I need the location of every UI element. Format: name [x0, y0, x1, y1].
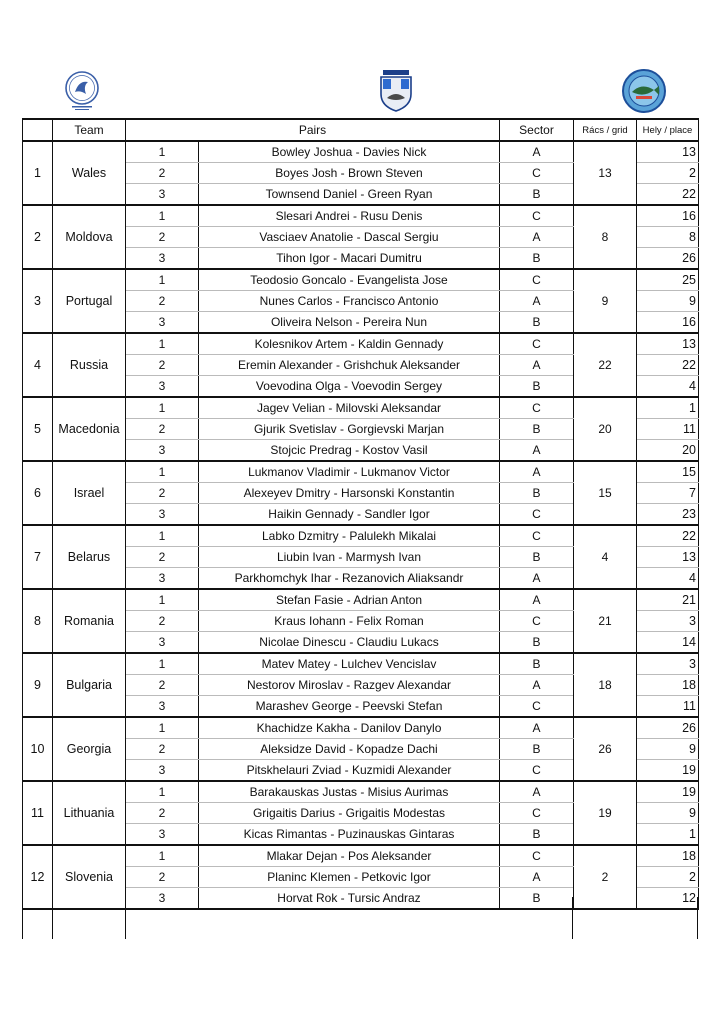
pair-names: Nunes Carlos - Francisco Antonio [199, 291, 500, 312]
pair-number: 3 [126, 696, 199, 718]
pair-sector: C [500, 760, 574, 782]
globe-fish-icon [618, 68, 670, 119]
team-grid: 13 [574, 141, 637, 205]
header-rank [23, 119, 53, 141]
pair-place: 4 [637, 568, 699, 590]
pair-sector: B [500, 248, 574, 270]
pair-sector: B [500, 376, 574, 398]
pair-sector: A [500, 867, 574, 888]
pair-names: Jagev Velian - Milovski Aleksandar [199, 397, 500, 419]
pair-sector: B [500, 483, 574, 504]
pair-number: 3 [126, 760, 199, 782]
pair-place: 26 [637, 717, 699, 739]
table-tail-line [697, 897, 698, 939]
pair-place: 15 [637, 461, 699, 483]
pair-number: 2 [126, 867, 199, 888]
pair-names: Kolesnikov Artem - Kaldin Gennady [199, 333, 500, 355]
pair-names: Liubin Ivan - Marmysh Ivan [199, 547, 500, 568]
pair-sector: A [500, 291, 574, 312]
table-row [23, 333, 699, 355]
team-rank: 5 [23, 397, 53, 461]
pair-place: 20 [637, 440, 699, 462]
pair-place: 25 [637, 269, 699, 291]
team-grid: 15 [574, 461, 637, 525]
pair-place: 19 [637, 781, 699, 803]
pair-sector: C [500, 845, 574, 867]
pair-sector: C [500, 611, 574, 632]
pair-names: Haikin Gennady - Sandler Igor [199, 504, 500, 526]
header-grid: Rács / grid [574, 119, 637, 141]
pair-sector: C [500, 269, 574, 291]
pair-sector: A [500, 461, 574, 483]
team-grid: 2 [574, 845, 637, 909]
table-row [23, 397, 699, 419]
pair-place: 9 [637, 739, 699, 760]
pair-number: 1 [126, 717, 199, 739]
pair-sector: C [500, 205, 574, 227]
pair-number: 2 [126, 355, 199, 376]
pair-number: 1 [126, 205, 199, 227]
pair-number: 1 [126, 653, 199, 675]
shield-fish-icon [377, 68, 415, 117]
pair-number: 1 [126, 461, 199, 483]
pair-place: 1 [637, 397, 699, 419]
pair-number: 3 [126, 888, 199, 910]
team-name: Slovenia [53, 845, 126, 909]
pair-names: Kicas Rimantas - Puzinauskas Gintaras [199, 824, 500, 846]
team-rank: 4 [23, 333, 53, 397]
pair-names: Teodosio Goncalo - Evangelista Jose [199, 269, 500, 291]
pair-sector: B [500, 184, 574, 206]
team-rank: 1 [23, 141, 53, 205]
pair-number: 1 [126, 525, 199, 547]
table-tail-line [22, 897, 23, 939]
pair-names: Kraus Iohann - Felix Roman [199, 611, 500, 632]
pair-place: 22 [637, 525, 699, 547]
pair-number: 3 [126, 504, 199, 526]
pair-number: 3 [126, 632, 199, 654]
fips-logo-icon [62, 68, 102, 117]
pair-place: 16 [637, 205, 699, 227]
pair-names: Nicolae Dinescu - Claudiu Lukacs [199, 632, 500, 654]
team-grid: 18 [574, 653, 637, 717]
pair-place: 21 [637, 589, 699, 611]
pair-names: Matev Matey - Lulchev Vencislav [199, 653, 500, 675]
team-rank: 11 [23, 781, 53, 845]
pair-names: Boyes Josh - Brown Steven [199, 163, 500, 184]
team-grid: 22 [574, 333, 637, 397]
pair-place: 18 [637, 845, 699, 867]
pair-place: 22 [637, 184, 699, 206]
pair-names: Pitskhelauri Zviad - Kuzmidi Alexander [199, 760, 500, 782]
header-pairs: Pairs [126, 119, 500, 141]
pair-number: 1 [126, 141, 199, 163]
pair-place: 23 [637, 504, 699, 526]
team-rank: 6 [23, 461, 53, 525]
table-row [23, 141, 699, 163]
pair-number: 2 [126, 547, 199, 568]
pair-number: 2 [126, 419, 199, 440]
table-row [23, 653, 699, 675]
pair-place: 8 [637, 227, 699, 248]
pair-number: 1 [126, 397, 199, 419]
team-rank: 8 [23, 589, 53, 653]
pair-names: Khachidze Kakha - Danilov Danylo [199, 717, 500, 739]
pair-names: Labko Dzmitry - Palulekh Mikalai [199, 525, 500, 547]
pair-place: 14 [637, 632, 699, 654]
pair-number: 3 [126, 184, 199, 206]
pair-names: Stojcic Predrag - Kostov Vasil [199, 440, 500, 462]
team-rank: 2 [23, 205, 53, 269]
table-row [23, 205, 699, 227]
pair-number: 1 [126, 333, 199, 355]
pair-sector: B [500, 312, 574, 334]
table-row [23, 525, 699, 547]
pair-names: Vasciaev Anatolie - Dascal Sergiu [199, 227, 500, 248]
pair-place: 2 [637, 867, 699, 888]
team-name: Romania [53, 589, 126, 653]
pair-number: 2 [126, 611, 199, 632]
pair-place: 13 [637, 333, 699, 355]
pair-place: 11 [637, 419, 699, 440]
pair-place: 3 [637, 611, 699, 632]
team-grid: 20 [574, 397, 637, 461]
pair-sector: B [500, 632, 574, 654]
team-name: Macedonia [53, 397, 126, 461]
team-grid: 9 [574, 269, 637, 333]
table-row [23, 781, 699, 803]
pair-place: 11 [637, 696, 699, 718]
pair-names: Aleksidze David - Kopadze Dachi [199, 739, 500, 760]
pair-number: 3 [126, 440, 199, 462]
pair-names: Alexeyev Dmitry - Harsonski Konstantin [199, 483, 500, 504]
pair-names: Grigaitis Darius - Grigaitis Modestas [199, 803, 500, 824]
pair-names: Stefan Fasie - Adrian Anton [199, 589, 500, 611]
pair-number: 2 [126, 739, 199, 760]
team-rank: 7 [23, 525, 53, 589]
pair-number: 2 [126, 163, 199, 184]
pair-place: 3 [637, 653, 699, 675]
pair-sector: B [500, 824, 574, 846]
team-grid: 4 [574, 525, 637, 589]
pair-sector: A [500, 589, 574, 611]
pair-number: 3 [126, 376, 199, 398]
team-grid: 26 [574, 717, 637, 781]
pair-place: 13 [637, 547, 699, 568]
pair-names: Mlakar Dejan - Pos Aleksander [199, 845, 500, 867]
table-row [23, 461, 699, 483]
pair-place: 4 [637, 376, 699, 398]
pair-sector: C [500, 525, 574, 547]
pair-number: 3 [126, 568, 199, 590]
pair-number: 2 [126, 483, 199, 504]
pair-sector: B [500, 653, 574, 675]
team-grid: 21 [574, 589, 637, 653]
pair-sector: B [500, 739, 574, 760]
pair-sector: A [500, 440, 574, 462]
team-name: Portugal [53, 269, 126, 333]
pair-names: Townsend Daniel - Green Ryan [199, 184, 500, 206]
pair-names: Voevodina Olga - Voevodin Sergey [199, 376, 500, 398]
pair-sector: A [500, 675, 574, 696]
pair-number: 1 [126, 589, 199, 611]
table-row [23, 845, 699, 867]
pair-sector: A [500, 568, 574, 590]
pair-number: 2 [126, 803, 199, 824]
team-name: Moldova [53, 205, 126, 269]
pair-place: 16 [637, 312, 699, 334]
pair-number: 1 [126, 781, 199, 803]
team-rank: 9 [23, 653, 53, 717]
pair-names: Lukmanov Vladimir - Lukmanov Victor [199, 461, 500, 483]
pair-number: 3 [126, 824, 199, 846]
team-grid: 8 [574, 205, 637, 269]
pair-sector: C [500, 397, 574, 419]
team-name: Georgia [53, 717, 126, 781]
pair-sector: A [500, 355, 574, 376]
pair-place: 19 [637, 760, 699, 782]
pair-place: 22 [637, 355, 699, 376]
pair-names: Oliveira Nelson - Pereira Nun [199, 312, 500, 334]
table-tail-line [125, 897, 126, 939]
pair-number: 1 [126, 269, 199, 291]
results-table [22, 118, 699, 910]
pair-sector: A [500, 141, 574, 163]
pair-place: 2 [637, 163, 699, 184]
pair-names: Horvat Rok - Tursic Andraz [199, 888, 500, 910]
pair-names: Tihon Igor - Macari Dumitru [199, 248, 500, 270]
pair-sector: B [500, 419, 574, 440]
pair-sector: B [500, 547, 574, 568]
pair-names: Marashev George - Peevski Stefan [199, 696, 500, 718]
pair-number: 3 [126, 248, 199, 270]
pair-sector: C [500, 163, 574, 184]
pair-place: 18 [637, 675, 699, 696]
header-sector: Sector [500, 119, 574, 141]
table-row [23, 717, 699, 739]
team-name: Belarus [53, 525, 126, 589]
pair-number: 3 [126, 312, 199, 334]
pair-names: Eremin Alexander - Grishchuk Aleksander [199, 355, 500, 376]
pair-number: 2 [126, 291, 199, 312]
pair-sector: C [500, 504, 574, 526]
pair-names: Barakauskas Justas - Misius Aurimas [199, 781, 500, 803]
team-name: Israel [53, 461, 126, 525]
team-name: Bulgaria [53, 653, 126, 717]
team-rank: 10 [23, 717, 53, 781]
pair-names: Nestorov Miroslav - Razgev Alexandar [199, 675, 500, 696]
team-name: Wales [53, 141, 126, 205]
table-row [23, 269, 699, 291]
team-name: Russia [53, 333, 126, 397]
pair-sector: C [500, 333, 574, 355]
pair-sector: C [500, 696, 574, 718]
pair-names: Gjurik Svetislav - Gorgievski Marjan [199, 419, 500, 440]
table-tail-line [572, 897, 573, 939]
header-team: Team [53, 119, 126, 141]
pair-place: 12 [637, 888, 699, 910]
pair-number: 1 [126, 845, 199, 867]
header-place: Hely / place [637, 119, 699, 141]
team-name: Lithuania [53, 781, 126, 845]
pair-place: 26 [637, 248, 699, 270]
pair-number: 2 [126, 675, 199, 696]
pair-place: 9 [637, 291, 699, 312]
pair-place: 9 [637, 803, 699, 824]
pair-sector: A [500, 227, 574, 248]
pair-names: Parkhomchyk Ihar - Rezanovich Aliaksandr [199, 568, 500, 590]
team-grid: 19 [574, 781, 637, 845]
team-rank: 3 [23, 269, 53, 333]
pair-place: 1 [637, 824, 699, 846]
pair-names: Bowley Joshua - Davies Nick [199, 141, 500, 163]
pair-place: 7 [637, 483, 699, 504]
pair-sector: C [500, 803, 574, 824]
pair-sector: B [500, 888, 574, 910]
pair-names: Slesari Andrei - Rusu Denis [199, 205, 500, 227]
pair-place: 13 [637, 141, 699, 163]
pair-sector: A [500, 717, 574, 739]
pair-sector: A [500, 781, 574, 803]
header-row [23, 119, 699, 141]
team-rank: 12 [23, 845, 53, 909]
table-tail-line [52, 897, 53, 939]
pair-number: 2 [126, 227, 199, 248]
table-row [23, 589, 699, 611]
pair-names: Planinc Klemen - Petkovic Igor [199, 867, 500, 888]
